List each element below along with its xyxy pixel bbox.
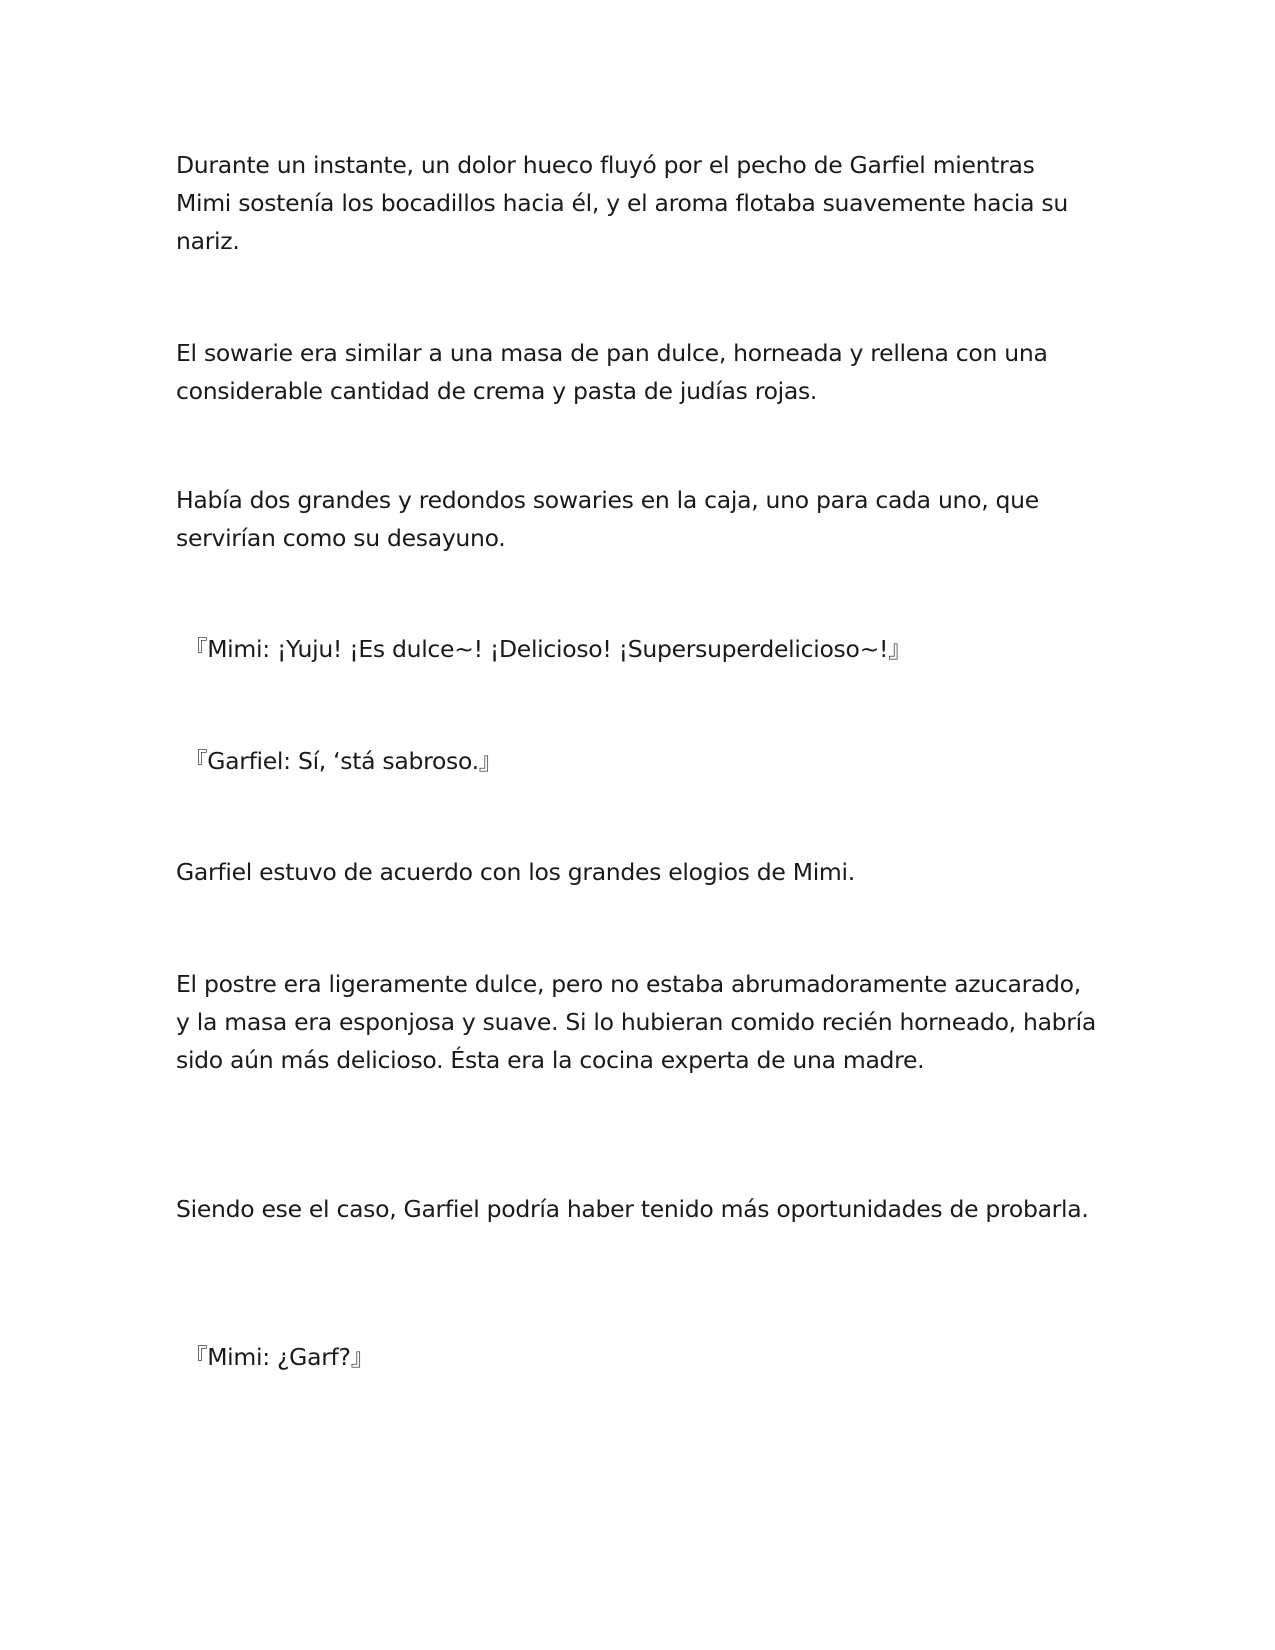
paragraph-sowarie-description: El sowarie era similar a una masa de pan dulce, horneada y rellena con una considerable cantidad de crema y pasta de judías rojas. [176,339,1048,405]
paragraph-dessert-description: El postre era ligeramente dulce, pero no estaba abrumadoramente azucarado, y la masa era esponjosa y suave. Si lo hubieran comido recién horneado, habría sido aún más delicioso. Ésta era la cocina experta de una madre. [176,970,1096,1074]
dialogue-mimi-garf: 『Mimi: ¿Garf?』 [184,1343,374,1371]
paragraph-hollow-pain: Durante un instante, un dolor hueco fluyó por el pecho de Garfiel mientras Mimi sostenía los bocadillos hacia él, y el aroma flotaba suavemente hacia su nariz. [176,151,1068,255]
dialogue-mimi-delicious: 『Mimi: ¡Yuju! ¡Es dulce~! ¡Delicioso! ¡Supersuperdelicioso~!』 [184,635,912,663]
paragraph-garfiel-agreed: Garfiel estuvo de acuerdo con los grandes elogios de Mimi. [176,858,855,886]
paragraph-more-opportunities: Siendo ese el caso, Garfiel podría haber tenido más oportunidades de probarla. [176,1195,1089,1223]
dialogue-garfiel-tasty: 『Garfiel: Sí, ‘stá sabroso.』 [184,747,502,775]
paragraph-two-sowaries: Había dos grandes y redondos sowaries en la caja, uno para cada uno, que servirían como su desayuno. [176,486,1039,552]
